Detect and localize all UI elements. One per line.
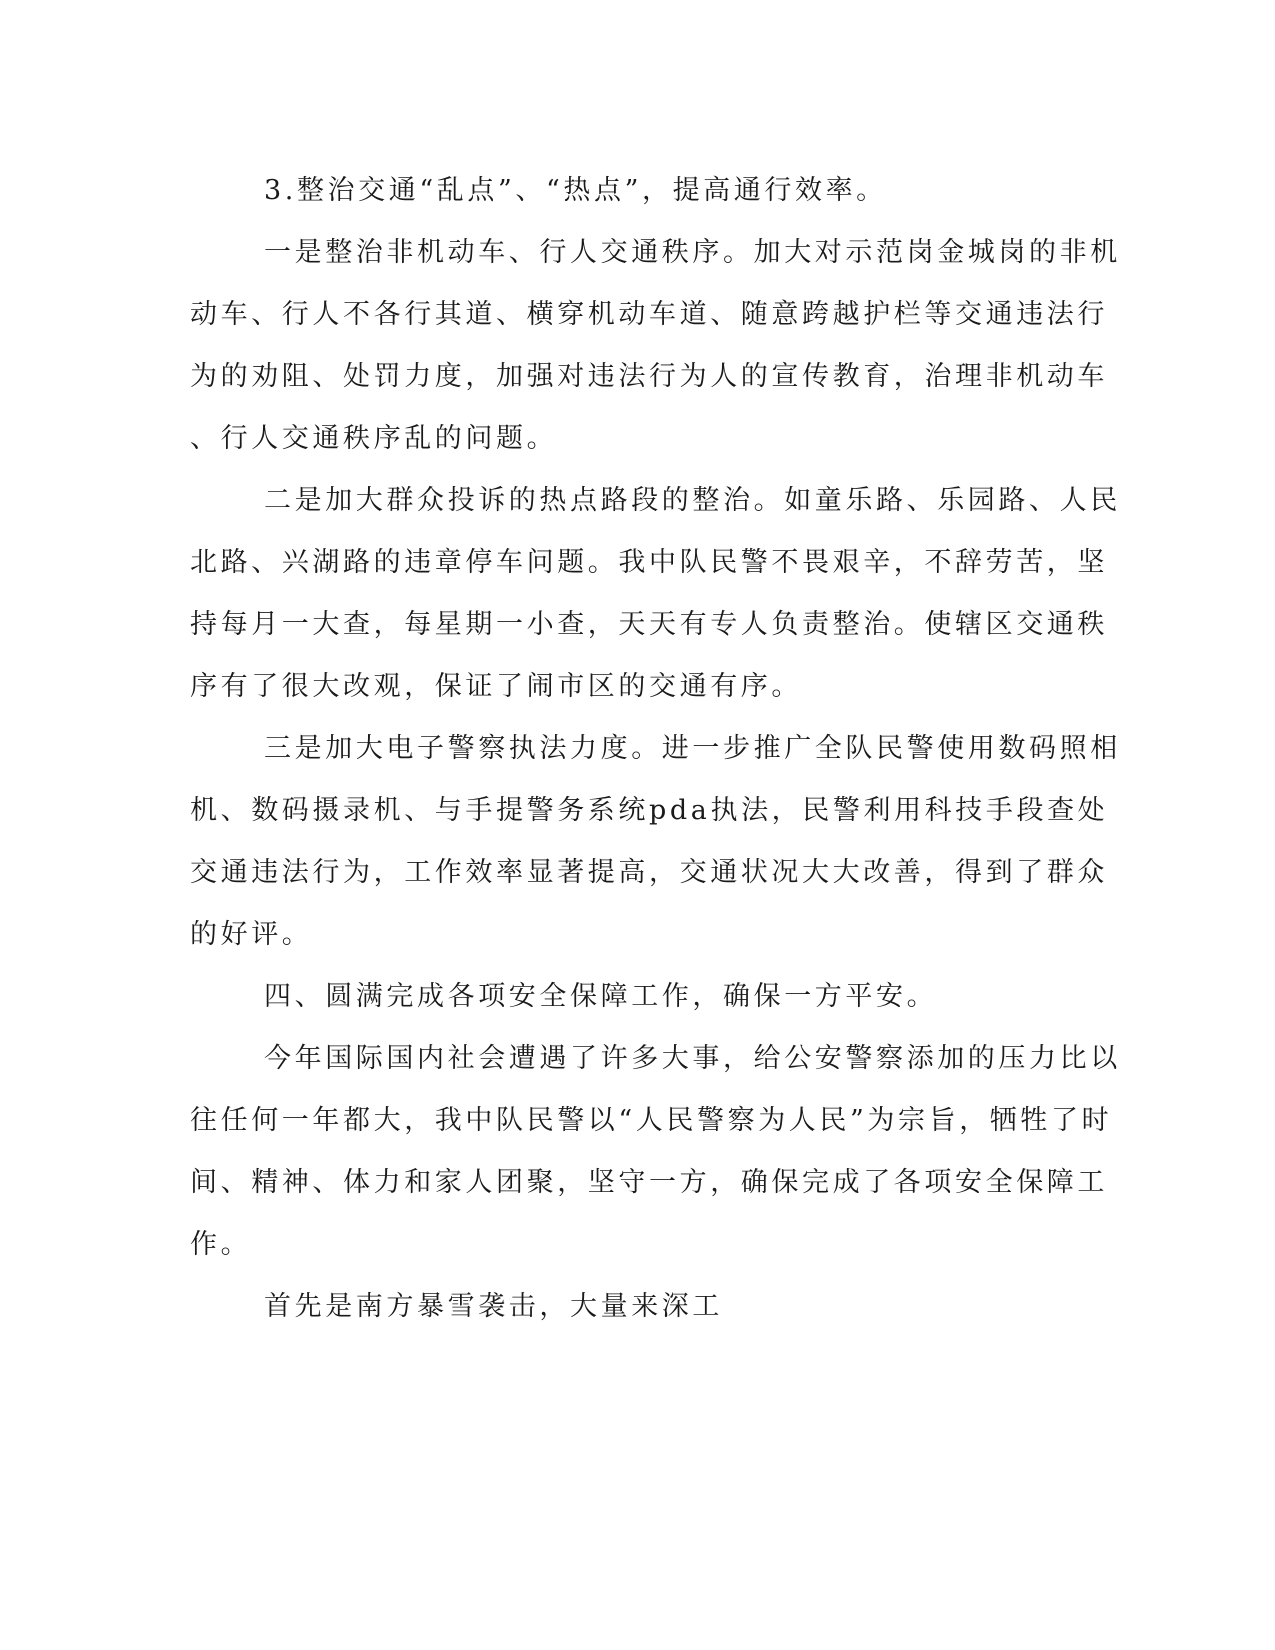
text-line: 首先是南方暴雪袭击，大量来深工 (264, 1291, 723, 1322)
text-line: 往任何一年都大，我中队民警以“人民警察为人民”为宗旨，牺牲了时 (190, 1105, 1113, 1136)
text-line: 为的劝阻、处罚力度，加强对违法行为人的宣传教育，治理非机动车 (190, 361, 1108, 392)
text-line: 间、精神、体力和家人团聚，坚守一方，确保完成了各项安全保障工 (190, 1167, 1108, 1198)
text-line: 二是加大群众投诉的热点路段的整治。如童乐路、乐园路、人民 (264, 485, 1121, 516)
text-line: 作。 (190, 1229, 252, 1260)
text-line: 四、圆满完成各项安全保障工作，确保一方平安。 (264, 981, 938, 1012)
text-line: 持每月一大查，每星期一小查，天天有专人负责整治。使辖区交通秩 (190, 609, 1108, 640)
text-line: 、行人交通秩序乱的问题。 (190, 423, 558, 454)
text-line: 一是整治非机动车、行人交通秩序。加大对示范岗金城岗的非机 (264, 237, 1121, 268)
document-body (190, 160, 1121, 1338)
text-line: 3.整治交通“乱点”、“热点”，提高通行效率。 (264, 175, 887, 206)
text-line: 今年国际国内社会遭遇了许多大事，给公安警察添加的压力比以 (264, 1043, 1121, 1074)
text-line: 的好评。 (190, 919, 313, 950)
text-line: 北路、兴湖路的违章停车问题。我中队民警不畏艰辛，不辞劳苦，坚 (190, 547, 1108, 578)
text-line: 交通违法行为，工作效率显著提高，交通状况大大改善，得到了群众 (190, 857, 1108, 888)
text-line: 三是加大电子警察执法力度。进一步推广全队民警使用数码照相 (264, 733, 1121, 764)
text-line: 动车、行人不各行其道、横穿机动车道、随意跨越护栏等交通违法行 (190, 299, 1108, 330)
text-line: 机、数码摄录机、与手提警务系统pda执法，民警利用科技手段查处 (190, 795, 1109, 826)
text-line: 序有了很大改观，保证了闹市区的交通有序。 (190, 671, 802, 702)
